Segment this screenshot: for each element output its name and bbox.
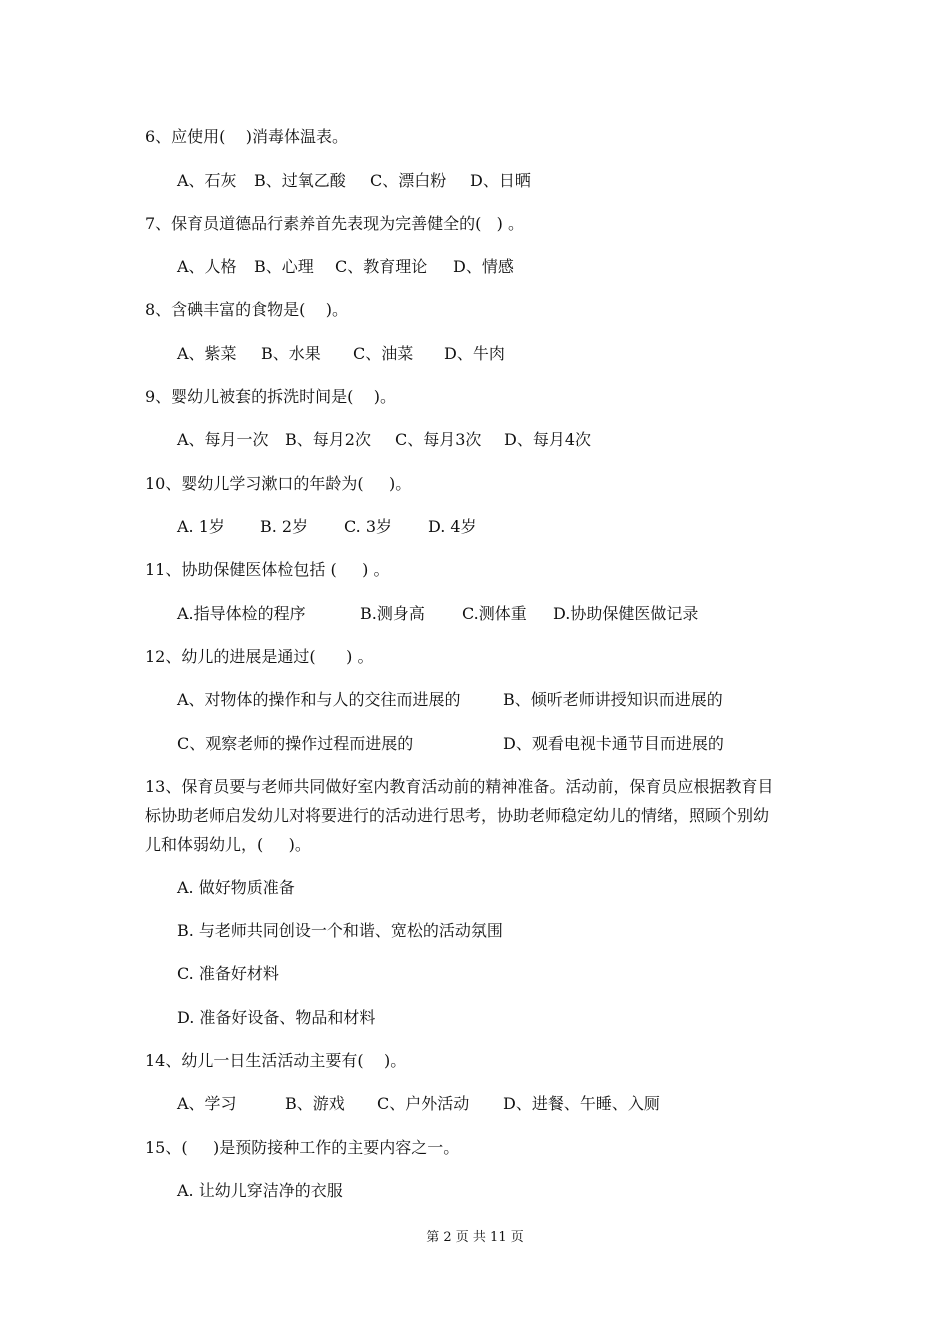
question-15-option-a: A. 让幼儿穿洁净的衣服 (177, 1181, 343, 1200)
option-d: D. 4岁 (428, 517, 477, 536)
option-b: B、游戏 (285, 1094, 345, 1113)
question-7-options (177, 256, 514, 278)
option-c: C、教育理论 (335, 257, 428, 276)
option-d: D、情感 (453, 257, 514, 276)
option-a: A、紫菜 (177, 344, 237, 363)
question-10-options (177, 516, 477, 538)
question-13-option-a: A. 做好物质准备 (177, 878, 295, 897)
page-number-footer: 第 2 页 共 11 页 (426, 1230, 524, 1245)
option-c: C、户外活动 (377, 1094, 470, 1113)
question-13-option-b: B. 与老师共同创设一个和谐、宽松的活动氛围 (177, 921, 503, 940)
question-13-stem-line2: 标协助老师启发幼儿对将要进行的活动进行思考，协助老师稳定幼儿的情绪，照顾个别幼 (145, 806, 770, 825)
option-b: B、倾听老师讲授知识而进展的 (503, 690, 723, 709)
question-11-stem: 11、协助保健医体检包括 ( ) 。 (145, 560, 390, 579)
question-9-stem: 9、婴幼儿被套的拆洗时间是( )。 (145, 387, 397, 406)
option-c: C、观察老师的操作过程而进展的 (177, 734, 414, 753)
option-a: A、对物体的操作和与人的交往而进展的 (177, 690, 461, 709)
question-11-options (177, 603, 699, 625)
question-7-stem: 7、保育员道德品行素养首先表现为完善健全的( ) 。 (145, 214, 525, 233)
question-13-option-c: C. 准备好材料 (177, 964, 279, 983)
option-b: B、心理 (254, 257, 314, 276)
option-b: B、水果 (261, 344, 321, 363)
question-12-options-row2 (177, 733, 724, 755)
question-12-stem: 12、幼儿的进展是通过( ) 。 (145, 647, 374, 666)
question-14-stem: 14、幼儿一日生活活动主要有( )。 (145, 1051, 407, 1070)
option-d: D、观看电视卡通节目而进展的 (503, 734, 724, 753)
option-a: A、石灰 (177, 171, 237, 190)
question-6-stem: 6、应使用( )消毒体温表。 (145, 127, 349, 146)
question-6-options (177, 170, 531, 192)
question-8-options (177, 343, 505, 365)
option-c: C、每月3次 (395, 430, 482, 449)
question-15-stem: 15、( )是预防接种工作的主要内容之一。 (145, 1138, 460, 1157)
option-c: C.测体重 (462, 604, 527, 623)
option-a: A、每月一次 (177, 430, 269, 449)
option-c: C、油菜 (353, 344, 414, 363)
option-b: B. 2岁 (260, 517, 309, 536)
option-d: D、日晒 (470, 171, 531, 190)
question-13-stem-line3: 儿和体弱幼儿，( )。 (145, 835, 311, 854)
option-d: D、进餐、午睡、入厕 (503, 1094, 660, 1113)
question-9-options (177, 429, 592, 451)
option-d: D.协助保健医做记录 (553, 604, 699, 623)
option-a: A、学习 (177, 1094, 237, 1113)
option-b: B、每月2次 (285, 430, 371, 449)
question-8-stem: 8、含碘丰富的食物是( )。 (145, 300, 349, 319)
option-b: B、过氧乙酸 (254, 171, 346, 190)
question-10-stem: 10、婴幼儿学习漱口的年龄为( )。 (145, 474, 412, 493)
option-a: A. 1岁 (177, 517, 225, 536)
option-a: A、人格 (177, 257, 237, 276)
question-13-option-d: D. 准备好设备、物品和材料 (177, 1008, 376, 1027)
option-b: B.测身高 (360, 604, 425, 623)
option-d: D、牛肉 (444, 344, 505, 363)
question-14-options (177, 1093, 660, 1115)
question-12-options-row1 (177, 689, 723, 711)
question-13-stem-line1: 13、保育员要与老师共同做好室内教育活动前的精神准备。活动前，保育员应根据教育目 (145, 777, 774, 796)
option-c: C. 3岁 (344, 517, 393, 536)
option-d: D、每月4次 (504, 430, 592, 449)
option-c: C、漂白粉 (370, 171, 447, 190)
option-a: A.指导体检的程序 (177, 604, 306, 623)
